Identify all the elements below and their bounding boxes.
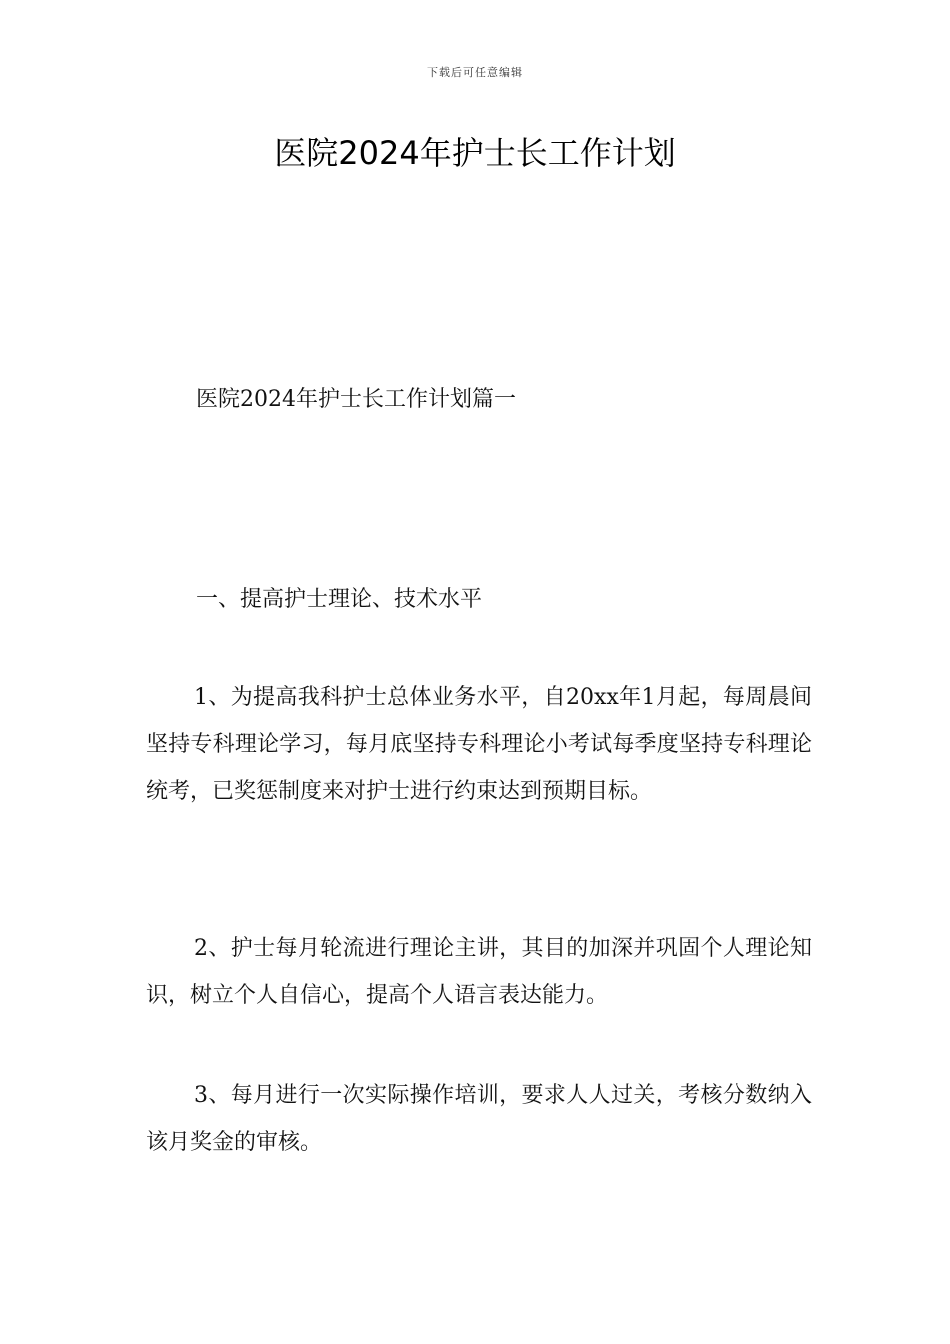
paragraph-2: 2、护士每月轮流进行理论主讲，其目的加深并巩固个人理论知识，树立个人自信心，提高个人语言表达能力。 (146, 936, 812, 1008)
paragraph-3: 3、每月进行一次实际操作培训，要求人人过关，考核分数纳入该月奖金的审核。 (146, 1083, 812, 1155)
header-note: 下载后可任意编辑 (427, 66, 523, 79)
section-title: 医院2024年护士长工作计划篇一 (196, 387, 516, 412)
document-title: 医院2024年护士长工作计划 (274, 134, 676, 172)
paragraph-1: 1、为提高我科护士总体业务水平，自20xx年1月起，每周晨间坚持专科理论学习，每月底坚持专科理论小考试每季度坚持专科理论统考，已奖惩制度来对护士进行约束达到预期目标。 (146, 685, 812, 804)
heading-1: 一、提高护士理论、技术水平 (196, 587, 483, 612)
